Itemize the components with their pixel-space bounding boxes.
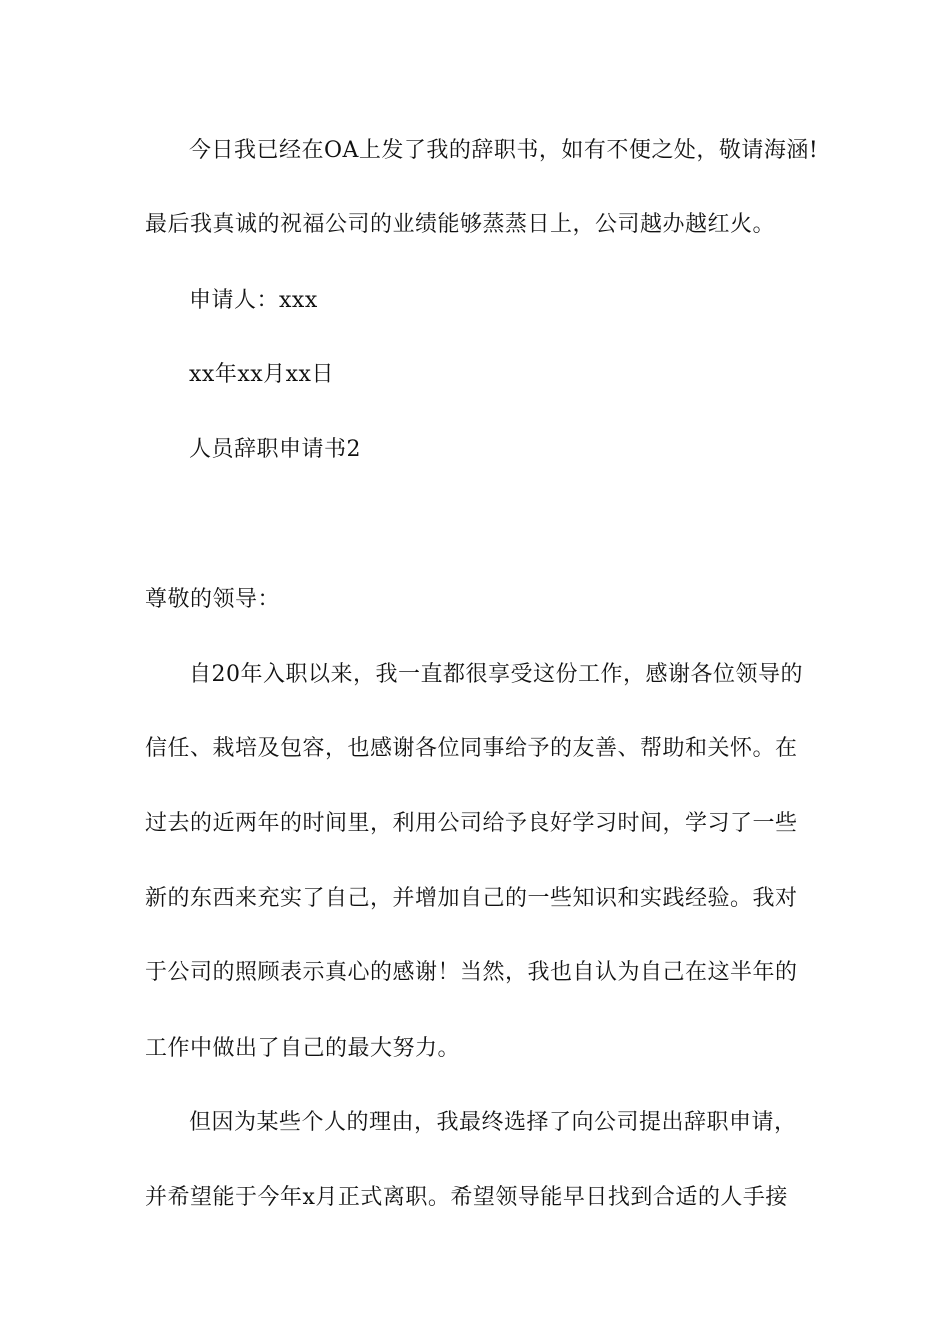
paragraph-line: 过去的近两年的时间里，利用公司给予良好学习时间，学习了一些 [145,811,798,836]
salutation: 尊敬的领导： [145,587,281,612]
paragraph-line: 新的东西来充实了自己，并增加自己的一些知识和实践经验。我对 [145,886,798,911]
paragraph-line: 并希望能于今年x月正式离职。希望领导能早日找到合适的人手接 [145,1185,788,1210]
date-line: xx年xx月xx日 [189,362,334,387]
paragraph-line: 于公司的照顾表示真心的感谢！当然，我也自认为自己在这半年的 [145,960,798,985]
paragraph-line: 自20年入职以来，我一直都很享受这份工作，感谢各位领导的 [189,662,803,687]
paragraph-line: 最后我真诚的祝福公司的业绩能够蒸蒸日上，公司越办越红火。 [145,212,776,237]
paragraph-line: 工作中做出了自己的最大努力。 [145,1036,461,1061]
paragraph-line: 但因为某些个人的理由，我最终选择了向公司提出辞职申请， [189,1110,797,1135]
applicant-line: 申请人：xxx [189,288,318,313]
paragraph-line: 今日我已经在OA上发了我的辞职书，如有不便之处，敬请海涵! [189,138,819,163]
section-title: 人员辞职申请书2 [189,437,361,462]
paragraph-line: 信任、栽培及包容，也感谢各位同事给予的友善、帮助和关怀。在 [145,736,798,761]
